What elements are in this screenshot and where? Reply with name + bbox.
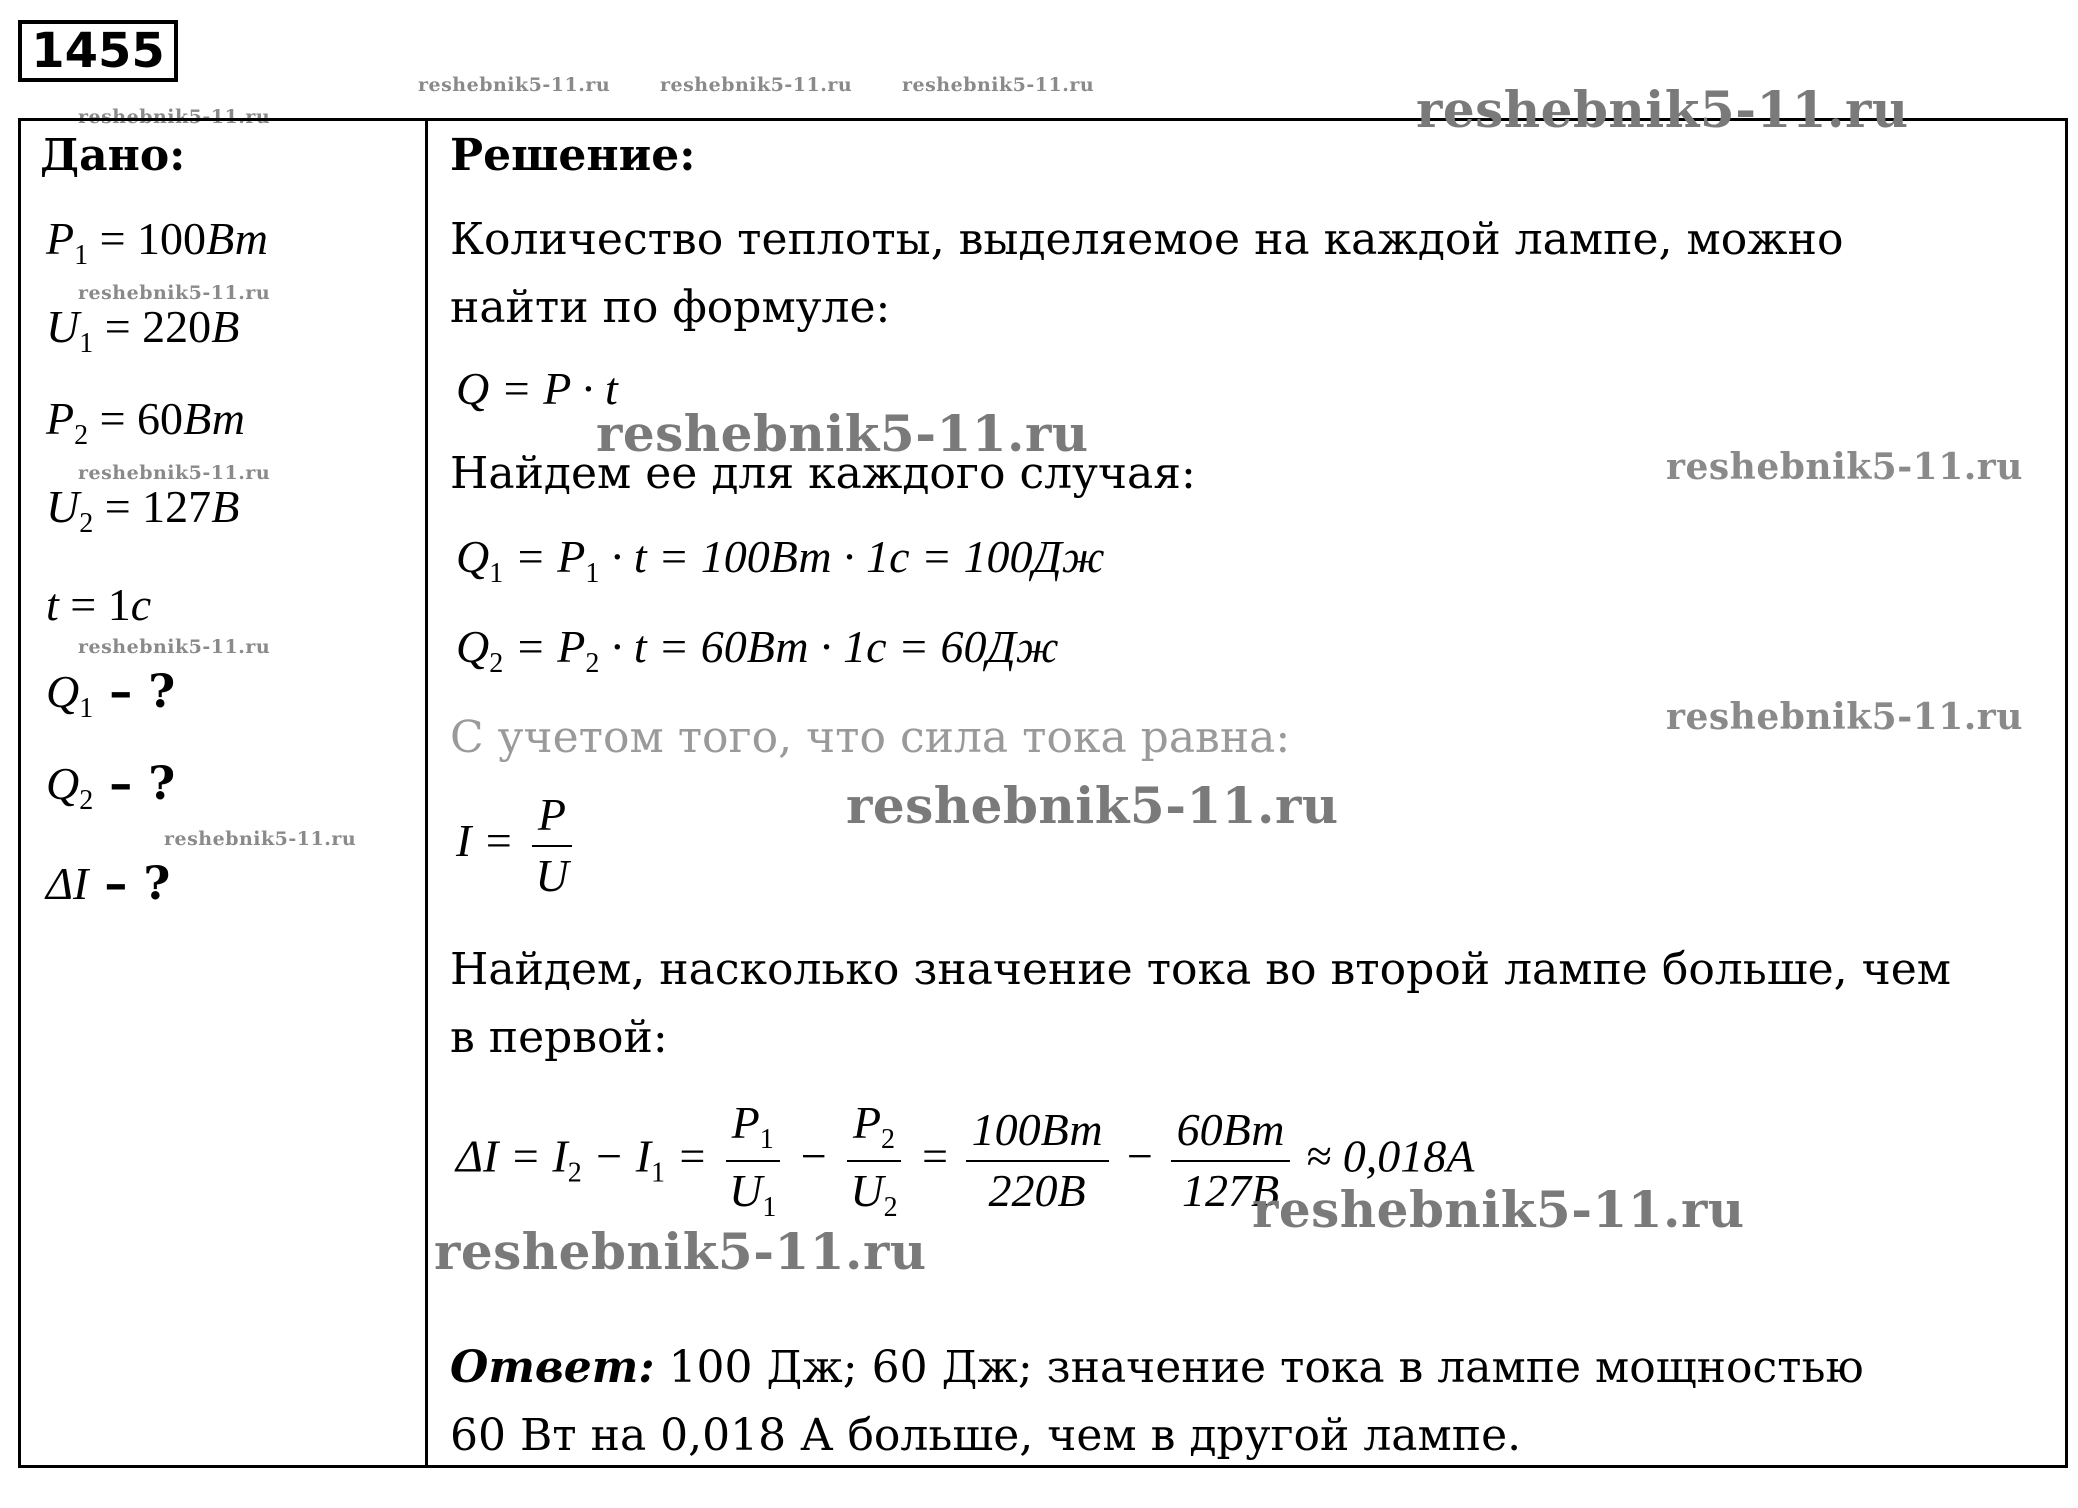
- solution-line-5: Найдем, насколько значение тока во второй лампе больше, чем: [450, 944, 1951, 995]
- formula-q: Q = P · t: [456, 363, 618, 414]
- solution-line-6: в первой:: [450, 1012, 668, 1063]
- solution-heading: Решение:: [450, 130, 696, 181]
- column-divider: [425, 118, 428, 1468]
- given-u2: $U_2 = 127В$: [46, 481, 240, 539]
- formula-current: I = $\frac{P}{U}$: [456, 790, 579, 901]
- watermark: reshebnik5-11.ru: [418, 74, 611, 96]
- find-q1: $Q_1$ – ?: [46, 664, 176, 724]
- watermark: reshebnik5-11.ru: [660, 74, 853, 96]
- given-t: t = 1с: [46, 579, 152, 630]
- solution-line-4: С учетом того, что сила тока равна:: [450, 712, 1291, 763]
- formula-q2: $Q_2 = P_2 \cdot t = 60Вт \cdot 1с = 60Дж$: [456, 621, 1059, 679]
- watermark: reshebnik5-11.ru: [902, 74, 1095, 96]
- watermark: reshebnik5-11.ru: [434, 1222, 927, 1281]
- watermark: reshebnik5-11.ru: [1666, 696, 2023, 738]
- problem-number: 1455: [18, 20, 178, 82]
- watermark: reshebnik5-11.ru: [1416, 80, 1909, 139]
- watermark: reshebnik5-11.ru: [164, 828, 357, 850]
- watermark: reshebnik5-11.ru: [1252, 1180, 1745, 1239]
- answer-line-2: 60 Вт на 0,018 А больше, чем в другой лампе.: [450, 1410, 1522, 1461]
- solution-line-2: найти по формуле:: [450, 282, 891, 333]
- given-heading: Дано:: [40, 130, 186, 181]
- watermark: reshebnik5-11.ru: [846, 776, 1339, 835]
- watermark: reshebnik5-11.ru: [78, 636, 271, 658]
- given-p1: $P_1 = 100Вт$: [46, 213, 268, 271]
- formula-delta-i: $\Delta I = I_2 - I_1$ = $\frac{P_1}{U_1}$ − $\frac{P_2}{U_2}$ = $\frac{100Вт}{220В}$ − $\frac{60Вт}{127В}$ ≈ 0,018A: [456, 1097, 1475, 1223]
- given-u1: $U_1 = 220В$: [46, 301, 240, 359]
- watermark: reshebnik5-11.ru: [596, 404, 1089, 463]
- solution-line-3: Найдем ее для каждого случая:: [450, 448, 1196, 499]
- solution-line-1: Количество теплоты, выделяемое на каждой лампе, можно: [450, 214, 1844, 265]
- find-delta-i: ΔI – ?: [46, 856, 171, 910]
- formula-q1: $Q_1 = P_1 \cdot t = 100Вт \cdot 1с = 100Дж$: [456, 531, 1105, 589]
- watermark: reshebnik5-11.ru: [78, 462, 271, 484]
- answer-line-1: Ответ: 100 Дж; 60 Дж; значение тока в лампе мощностью: [450, 1342, 1864, 1393]
- find-q2: $Q_2$ – ?: [46, 756, 176, 816]
- given-p2: $P_2 = 60Вт$: [46, 393, 245, 451]
- watermark: reshebnik5-11.ru: [78, 282, 271, 304]
- watermark: reshebnik5-11.ru: [78, 106, 271, 128]
- watermark: reshebnik5-11.ru: [1666, 446, 2023, 488]
